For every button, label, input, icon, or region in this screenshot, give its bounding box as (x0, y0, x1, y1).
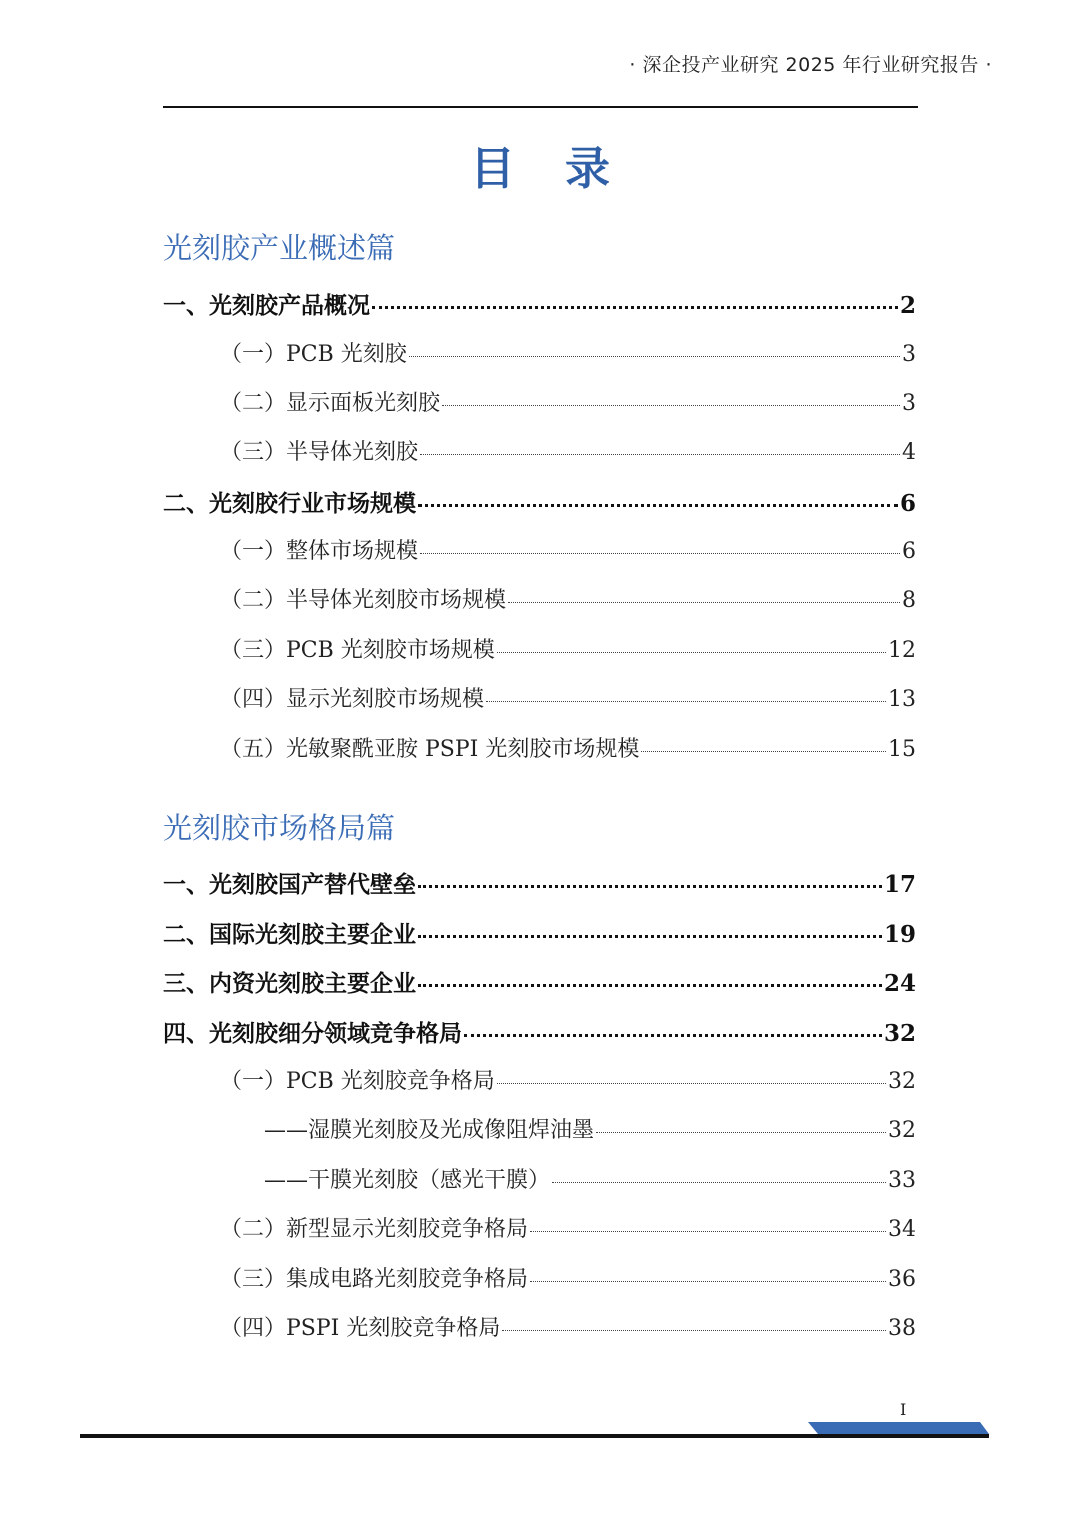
toc-entry-label: （四）显示光刻胶市场规模 (220, 687, 485, 712)
dot-leader (418, 935, 882, 938)
toc-entry-page: 15 (888, 737, 916, 762)
toc-entry-label: （四）PSPI 光刻胶竞争格局 (220, 1316, 501, 1341)
toc-entry-page: 2 (899, 292, 916, 319)
toc-entry-label: （一）PCB 光刻胶竞争格局 (220, 1069, 495, 1094)
section-heading-market: 光刻胶市场格局篇 (163, 811, 396, 845)
toc-entry-label: （三）集成电路光刻胶竞争格局 (220, 1267, 529, 1292)
dot-leader (409, 356, 900, 357)
dot-leader (497, 1083, 886, 1084)
toc-entry[interactable] (163, 287, 916, 321)
toc-entry[interactable] (220, 732, 916, 766)
toc-entry[interactable] (220, 1064, 916, 1098)
toc-entry-page: 13 (888, 687, 916, 712)
toc-entry-label: 一、光刻胶产品概况 (163, 292, 370, 319)
toc-entry-label: （二）半导体光刻胶市场规模 (220, 588, 507, 613)
toc-entry-page: 19 (883, 921, 916, 948)
toc-entry[interactable] (220, 337, 916, 371)
header-divider (163, 106, 918, 108)
toc-entry-page: 4 (902, 440, 916, 465)
toc-entry[interactable] (163, 916, 916, 950)
toc-entry-page: 24 (883, 970, 916, 997)
toc-entry[interactable] (220, 534, 916, 568)
toc-entry[interactable] (220, 1212, 916, 1246)
dot-leader (420, 454, 900, 455)
toc-entry-label: （三）半导体光刻胶 (220, 440, 419, 465)
dot-leader (530, 1231, 886, 1232)
toc-entry[interactable] (163, 965, 916, 999)
toc-entry[interactable] (220, 435, 916, 469)
toc-entry[interactable] (220, 1311, 916, 1345)
toc-entry[interactable] (163, 1015, 916, 1049)
toc-entry[interactable] (264, 1163, 916, 1197)
running-header: · 深企投产业研究 2025 年行业研究报告 · (629, 54, 992, 76)
toc-entry-page: 6 (899, 490, 916, 517)
toc-entry[interactable] (220, 1262, 916, 1296)
toc-entry-page: 33 (888, 1168, 916, 1193)
toc-entry-label: 二、光刻胶行业市场规模 (163, 490, 416, 517)
dot-leader (508, 602, 900, 603)
toc-entry[interactable] (220, 682, 916, 716)
dot-leader (442, 405, 900, 406)
dot-leader (418, 885, 882, 888)
dot-leader (552, 1182, 886, 1183)
toc-entry[interactable] (264, 1113, 916, 1147)
toc-entry-page: 8 (902, 588, 916, 613)
dot-leader (497, 652, 886, 653)
toc-entry-page: 32 (883, 1020, 916, 1047)
dot-leader (372, 306, 898, 309)
toc-entry-page: 32 (888, 1118, 916, 1143)
dot-leader (418, 504, 898, 507)
dot-leader (464, 1034, 882, 1037)
toc-entry-label: 二、国际光刻胶主要企业 (163, 921, 416, 948)
toc-entry-page: 36 (888, 1267, 916, 1292)
toc-entry[interactable] (220, 583, 916, 617)
toc-entry-page: 17 (883, 871, 916, 898)
toc-entry-page: 32 (888, 1069, 916, 1094)
toc-entry-page: 34 (888, 1217, 916, 1242)
toc-entry-label: （二）显示面板光刻胶 (220, 391, 441, 416)
dot-leader (420, 553, 900, 554)
toc-entry[interactable] (220, 633, 916, 667)
toc-entry[interactable] (163, 485, 916, 519)
section-heading-overview: 光刻胶产业概述篇 (163, 231, 396, 265)
dot-leader (502, 1330, 886, 1331)
toc-entry-page: 3 (902, 342, 916, 367)
toc-entry-label: 四、光刻胶细分领域竞争格局 (163, 1020, 462, 1047)
toc-entry-label: ——湿膜光刻胶及光成像阻焊油墨 (264, 1118, 595, 1143)
toc-entry-page: 12 (888, 638, 916, 663)
toc-entry-label: 一、光刻胶国产替代壁垒 (163, 871, 416, 898)
toc-entry-page: 6 (902, 539, 916, 564)
toc-entry-page: 38 (888, 1316, 916, 1341)
dot-leader (418, 984, 882, 987)
toc-entry-label: （一）PCB 光刻胶 (220, 342, 407, 367)
footer-divider (80, 1434, 989, 1438)
dot-leader (486, 701, 886, 702)
dot-leader (596, 1132, 886, 1133)
toc-entry-label: ——干膜光刻胶（感光干膜） (264, 1168, 551, 1193)
toc-entry-label: （二）新型显示光刻胶竞争格局 (220, 1217, 529, 1242)
dot-leader (530, 1281, 886, 1282)
toc-entry-label: （五）光敏聚酰亚胺 PSPI 光刻胶市场规模 (220, 737, 640, 762)
toc-entry-page: 3 (902, 391, 916, 416)
toc-entry[interactable] (163, 866, 916, 900)
toc-entry[interactable] (220, 386, 916, 420)
toc-entry-label: 三、内资光刻胶主要企业 (163, 970, 416, 997)
toc-entry-label: （一）整体市场规模 (220, 539, 419, 564)
toc-title: 目录 (469, 142, 660, 195)
dot-leader (641, 751, 886, 752)
toc-entry-label: （三）PCB 光刻胶市场规模 (220, 638, 495, 663)
page-number: I (900, 1400, 907, 1419)
